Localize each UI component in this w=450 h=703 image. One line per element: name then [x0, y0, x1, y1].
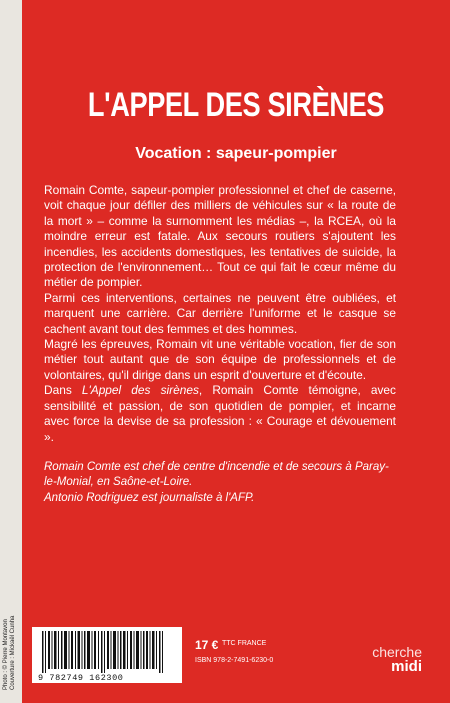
publisher-logo-bottom: midi	[391, 658, 422, 675]
back-cover	[22, 0, 450, 703]
book-title: L'APPEL DES SIRÈNES	[87, 86, 385, 124]
barcode-number: 9 782749 162300	[38, 673, 124, 683]
blurb-last-suffix: , Romain Comte témoigne, avec sensibilité et passion, de son quotidien de pompier, et incarne avec force la devise de sa profession : « Courage et dévouement ».	[44, 383, 396, 444]
blurb-paragraph: Magré les épreuves, Romain vit une véritable vocation, fier de son métier tout autant que de son équipe de professionnels et de volontaires, qu'il dirige dans un esprit d'ouverture et d'écoute.	[44, 337, 396, 382]
cover-credit: Couverture : Mickaël Cunha	[10, 615, 16, 690]
photo-credits	[3, 616, 17, 690]
blurb-book-title: L'Appel des sirènes	[81, 383, 199, 398]
barcode-bars	[38, 631, 176, 673]
author-note-comte: Romain Comte est chef de centre d'incendie et de secours à Paray-le-Monial, en Saône-et-Loire.	[44, 461, 389, 489]
price-note: TTC FRANCE	[222, 640, 267, 647]
blurb-paragraph: Parmi ces interventions, certaines ne peuvent être oubliées, et marquent une carrière. Car derrière l'uniforme et le casque se cachent avant tout des femmes et des hommes.	[44, 290, 396, 336]
publisher-logo-top: cherche	[372, 644, 422, 660]
spine-edge	[0, 0, 22, 703]
author-notes	[44, 460, 398, 506]
publisher-logo	[352, 645, 422, 674]
blurb	[44, 183, 396, 445]
barcode	[32, 627, 182, 683]
price: 17 €	[195, 638, 219, 652]
blurb-paragraph	[44, 383, 396, 445]
author-note-rodriguez: Antonio Rodriguez est journaliste à l'AFP.	[44, 491, 255, 504]
isbn: ISBN 978-2-7491-6230-0	[195, 657, 274, 664]
book-subtitle: Vocation : sapeur-pompier	[135, 145, 337, 162]
photo-credit: Photo : © Pierre Montavon	[3, 619, 9, 690]
blurb-last-prefix: Dans	[44, 383, 82, 398]
blurb-paragraph: Romain Comte, sapeur-pompier professionnel et chef de caserne, voit chaque jour défiler des milliers de véhicules sur « la route de la mort » – comme la surnomment les médias –, la RCEA, où la moindre erreur est fatale. Aux secours routiers s'ajoutent les incendies, les accidents domestiques, les tentatives de suicide, la protection de l'environnement… Tout ce qui fait le cœur même du métier de pompier.	[44, 183, 396, 290]
